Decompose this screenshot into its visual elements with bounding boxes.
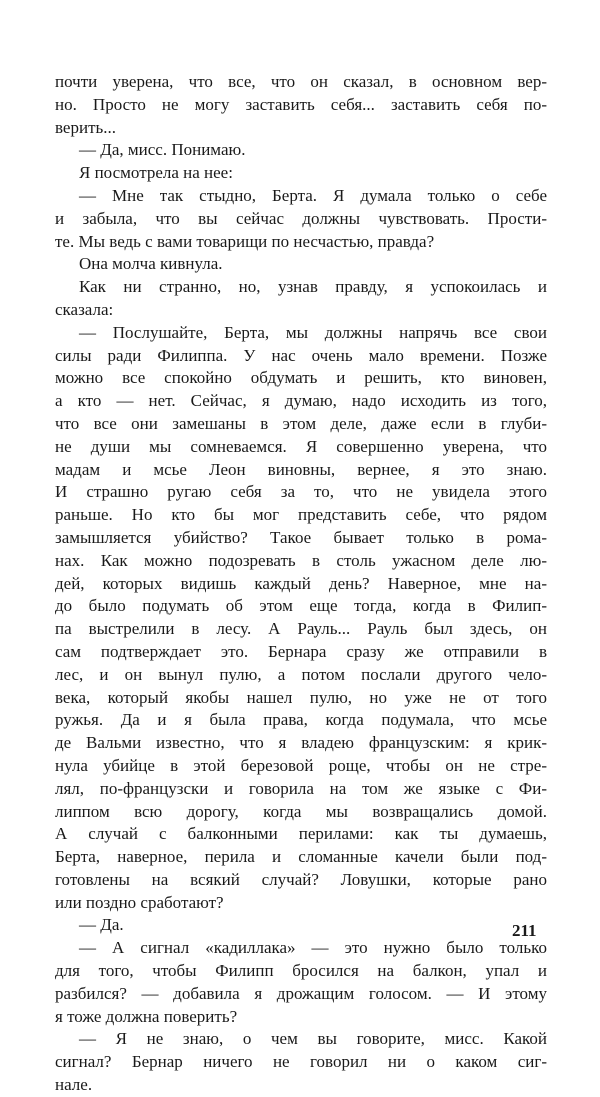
text-line: почти уверена, что все, что он сказал, в основном вер- [55,72,547,91]
text-line: — Да. [79,915,124,935]
text-line: Я посмотрела на нее: [79,163,233,183]
text-line: дей, которых видишь каждый день? Наверное, мне на- [55,573,547,593]
text-line: замышляется убийство? Такое бывает только в рома- [55,527,547,547]
text-line: готовлены на всякий случай? Ловушки, которые рано [55,869,547,889]
text-line: те. Мы ведь с вами товарищи по несчастью, правда? [55,231,435,251]
text-line: что все они замешаны в этом деле, даже если в глуби- [55,413,547,433]
text-line: можно все спокойно обдумать и решить, кто виновен, [55,368,547,388]
text-line: де Вальми известно, что я владею французским: я крик- [55,733,547,753]
text-line: силы ради Филиппа. У нас очень мало времени. Позже [55,345,547,365]
text-line: па выстрелили в лесу. А Рауль... Рауль был здесь, он [55,619,547,639]
text-line: Как ни странно, но, узнав правду, я успокоилась и [79,277,547,297]
page-body-text [55,71,547,1097]
text-line: нах. Как можно подозревать в столь ужасном деле лю- [55,550,547,570]
text-line: мадам и мсье Леон виновны, вернее, я это знаю. [55,459,547,479]
text-line: лес, и он вынул пулю, а потом послали другого чело- [55,664,547,684]
text-line: нале. [55,1075,93,1095]
text-line: сказала: [55,299,114,319]
text-line: сигнал? Бернар ничего не говорил ни о каком сиг- [55,1052,547,1072]
text-line: Она молча кивнула. [79,254,223,274]
text-line: или поздно сработают? [55,892,224,912]
text-line: верить... [55,117,117,137]
text-line: разбился? — добавила я дрожащим голосом. — И этому [55,983,547,1003]
text-line: А случай с балконными перилами: как ты думаешь, [55,824,547,844]
text-line: лял, по-французски и говорила на том же языке с Фи- [55,778,547,798]
text-line: ружья. Да и я была права, когда подумала, что мсье [55,710,547,730]
text-line: — Мне так стыдно, Берта. Я думала только о себе [79,185,547,205]
text-line: — Послушайте, Берта, мы должны напрячь все свои [79,322,547,342]
text-line: не души мы сомневаемся. Я совершенно уверена, что [55,436,547,456]
text-line: — А сигнал «кадиллака» — это нужно было только [79,938,547,958]
text-line: но. Просто не могу заставить себя... заставить себя по- [55,94,547,114]
text-line: а кто — нет. Сейчас, я думаю, надо исходить из того, [55,391,547,411]
text-line: И страшно ругаю себя за то, что не увидела этого [55,482,547,502]
text-line: века, который якобы нашел пулю, но уже не от того [55,687,547,707]
text-line: раньше. Но кто бы мог представить себе, что рядом [55,505,547,525]
text-line: Берта, наверное, перила и сломанные качели были под- [55,847,547,867]
text-line: нула убийце в этой березовой роще, чтобы он не стре- [55,755,547,775]
page-number: 211 [512,921,537,940]
text-line: для того, чтобы Филипп бросился на балкон, упал и [55,961,547,981]
text-line: сам подтверждает это. Бернара сразу же отправили в [55,641,547,661]
text-line: — Да, мисс. Понимаю. [79,140,246,160]
text-line: и забыла, что вы сейчас должны чувствовать. Прости- [55,208,547,228]
text-line: — Я не знаю, о чем вы говорите, мисс. Какой [79,1029,547,1049]
text-line: липпом всю дорогу, когда мы возвращались домой. [55,801,547,821]
text-line: я тоже должна поверить? [55,1006,238,1026]
text-line: до было подумать об этом еще тогда, когда в Филип- [55,596,547,616]
